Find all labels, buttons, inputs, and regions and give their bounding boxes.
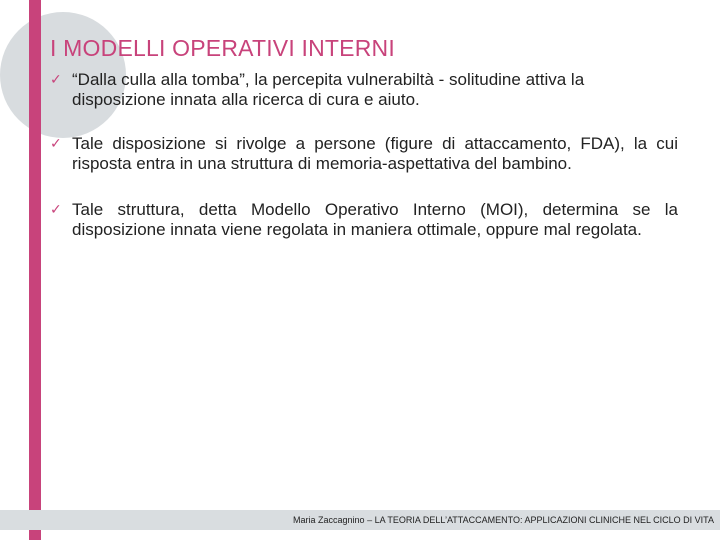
footer-text: Maria Zaccagnino – LA TEORIA DELL’ATTACCAMENTO: APPLICAZIONI CLINICHE NEL CICLO DI VITA — [293, 515, 714, 525]
checkmark-icon: ✓ — [50, 72, 62, 88]
checkmark-icon: ✓ — [50, 202, 62, 218]
checkmark-icon: ✓ — [50, 136, 62, 152]
accent-side-bar — [29, 0, 41, 540]
bullet-text: Tale struttura, detta Modello Operativo Interno (MOI), determina se la disposizione innata viene regolata in maniera ottimale, oppure mal regolata. — [72, 200, 678, 239]
bullet-item — [50, 200, 678, 240]
bullet-item — [50, 134, 678, 174]
bullet-list — [50, 70, 678, 266]
bullet-text: Tale disposizione si rivolge a persone (figure di attaccamento, FDA), la cui risposta entra in una struttura di memoria-aspettativa del bambino. — [72, 134, 678, 173]
slide-title: I MODELLI OPERATIVI INTERNI — [50, 35, 395, 61]
bullet-text: “Dalla culla alla tomba”, la percepita vulnerabiltà - solitudine attiva la disposizione innata alla ricerca di cura e aiuto. — [72, 70, 585, 109]
bullet-item — [50, 70, 678, 110]
